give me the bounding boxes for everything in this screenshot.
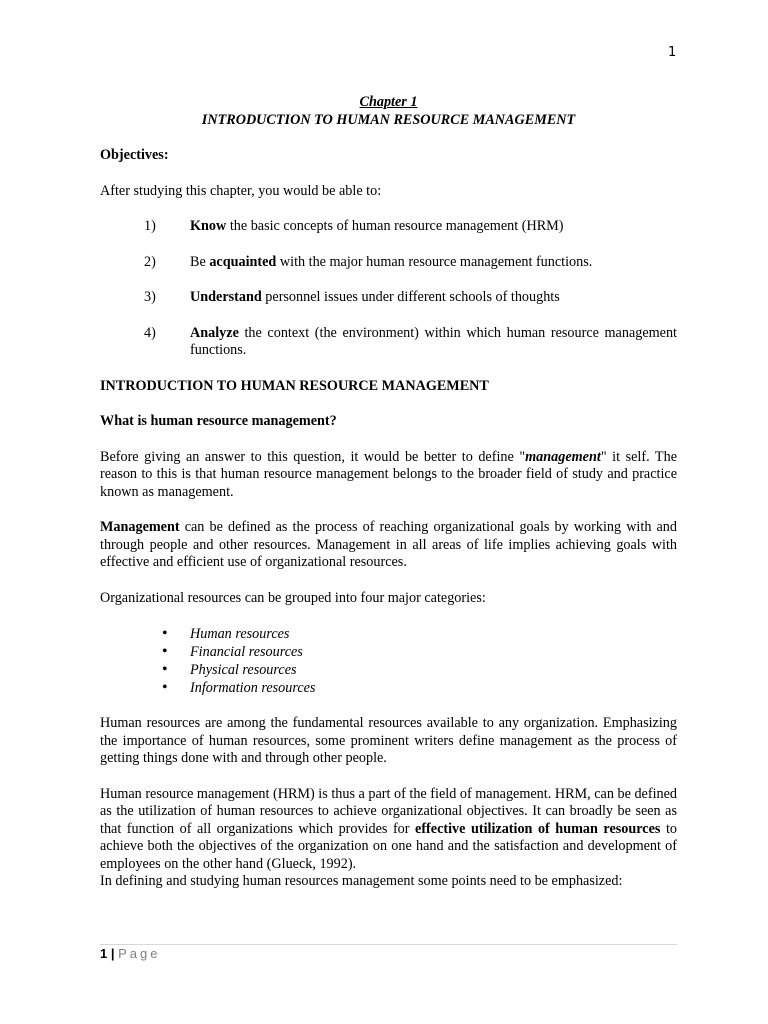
objective-number: 4)	[144, 324, 156, 341]
objective-rest: the basic concepts of human resource management (HRM)	[226, 218, 564, 234]
bullet-icon: •	[162, 661, 168, 678]
management-keyword: Management	[100, 519, 180, 535]
paragraph-management	[100, 519, 677, 572]
paragraph-resources-intro: Organizational resources can be grouped into four major categories:	[100, 589, 486, 606]
objective-number: 3)	[144, 289, 156, 305]
paragraph-text: can be defined as the process of reaching organizational goals by working with and through people and other resources. Management in all areas of life implies achieving goals with effective and efficient use of organizational resources.	[100, 519, 677, 570]
footer-page-number: 1	[100, 946, 108, 961]
footer-page-label: Page	[118, 946, 161, 961]
resource-label: Human resources	[190, 626, 290, 642]
section-subheading: What is human resource management?	[100, 413, 337, 429]
objective-keyword: Analyze	[190, 324, 239, 341]
paragraph-text: Human resource management (HRM) is thus a part of the field of management. HRM, can be defined as the utilization of human resources to achieve organizational objectives. It can broadly be seen as that function of all organizations which provides for	[100, 785, 677, 837]
document-body	[100, 94, 677, 891]
paragraph-points: In defining and studying human resources management some points need to be emphasized:	[100, 873, 623, 889]
objective-keyword: Understand	[190, 289, 262, 305]
objectives-intro: After studying this chapter, you would be able to:	[100, 182, 382, 199]
section-heading: INTRODUCTION TO HUMAN RESOURCE MANAGEMENT	[100, 377, 489, 394]
paragraph-text: " it self. The reason to this is that human resource management belongs to the broader field of study and practice known as management.	[100, 448, 677, 500]
objective-pre: Be	[190, 253, 210, 270]
list-item	[162, 643, 677, 661]
objective-text	[190, 289, 677, 307]
objective-rest: with the major human resource management functions.	[276, 253, 593, 270]
resource-label: Physical resources	[190, 662, 297, 678]
hrm-emphasis: effective utilization of human resources	[415, 820, 661, 837]
chapter-label: Chapter 1	[359, 94, 418, 110]
objective-keyword: acquainted	[209, 253, 277, 270]
objective-text	[190, 254, 677, 272]
objective-item	[144, 254, 677, 272]
footer-divider	[100, 944, 677, 945]
objective-rest: the context (the environment) within which human resource management functions.	[190, 324, 677, 358]
objective-number: 2)	[144, 253, 156, 270]
objectives-heading: Objectives:	[100, 147, 169, 163]
paragraph-define-management	[100, 449, 677, 502]
resource-label: Financial resources	[190, 644, 303, 660]
bullet-icon: •	[162, 643, 168, 660]
page-footer	[100, 946, 161, 961]
footer-separator: |	[110, 946, 115, 961]
list-item	[162, 679, 677, 697]
chapter-title: INTRODUCTION TO HUMAN RESOURCE MANAGEMENT	[201, 111, 576, 128]
objective-item	[144, 218, 677, 236]
objective-text	[190, 325, 677, 360]
objective-keyword: Know	[190, 218, 227, 234]
objective-text	[190, 218, 677, 236]
resource-label: Information resources	[190, 680, 316, 696]
list-item	[162, 661, 677, 679]
bullet-icon: •	[162, 625, 168, 642]
list-item	[162, 625, 677, 643]
objective-rest: personnel issues under different schools of thoughts	[261, 289, 560, 305]
paragraph-hrm-definition	[100, 786, 677, 874]
paragraph-human-resources: Human resources are among the fundamental resources available to any organization. Emphasizing the importance of human resources, some prominent writers define management as the process of getting things done with and through other people.	[100, 715, 677, 766]
bullet-icon: •	[162, 679, 168, 696]
paragraph-text: Before giving an answer to this question, it would be better to define "	[100, 448, 526, 465]
objectives-list	[100, 218, 677, 360]
objective-item	[144, 289, 677, 307]
resources-list	[162, 625, 677, 697]
management-term: management	[525, 448, 601, 465]
paragraph-text: to achieve both the objectives of the organization on one hand and the satisfaction and development of employees on the other hand (Glueck, 1992).	[100, 820, 677, 872]
objective-item	[144, 325, 677, 360]
objective-number: 1)	[144, 218, 156, 234]
header-page-number: 1	[668, 45, 677, 60]
